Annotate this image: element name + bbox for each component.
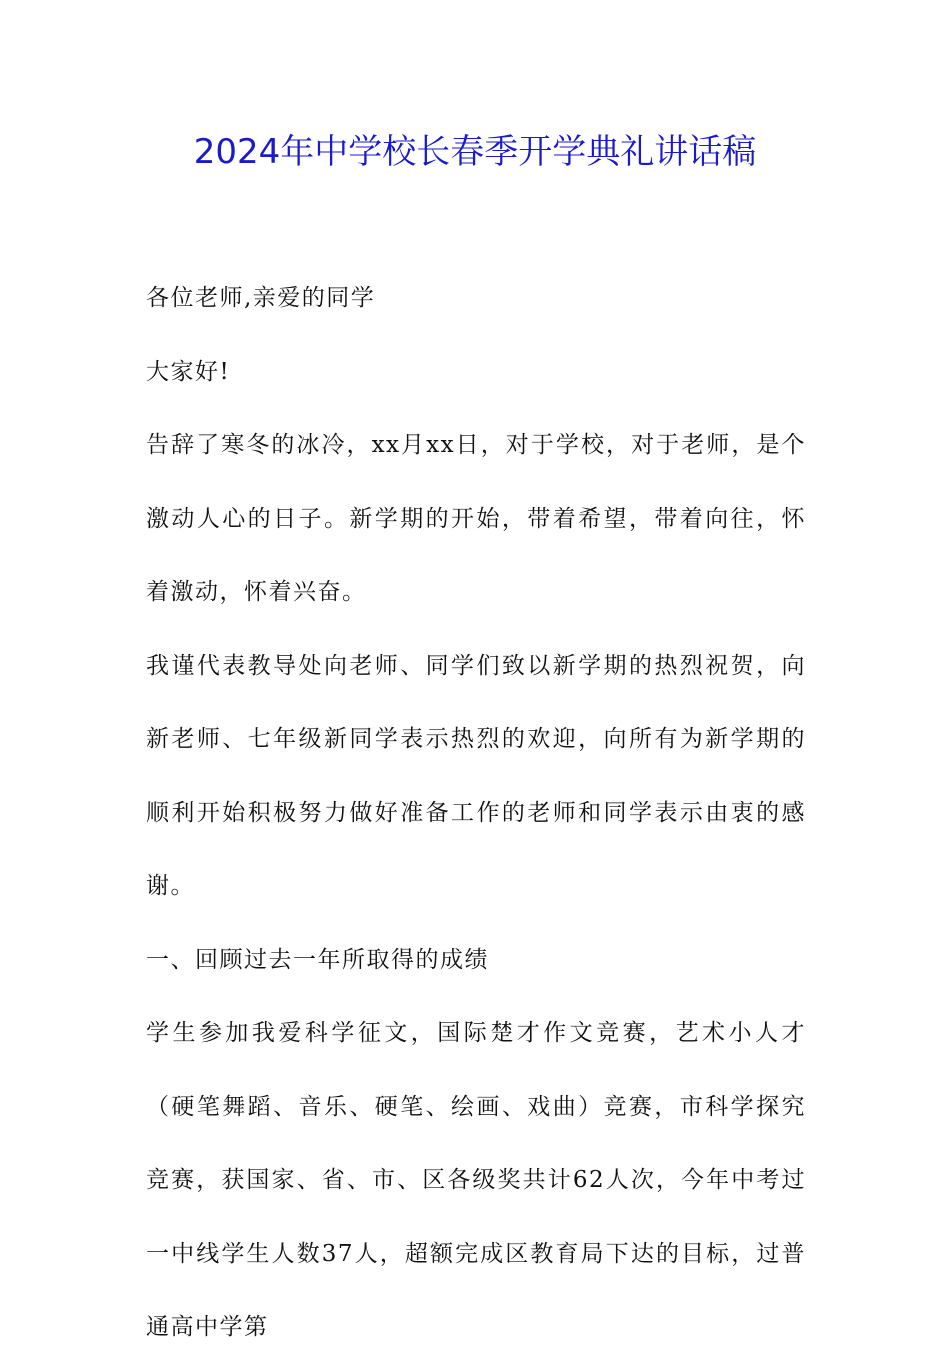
salutation: 各位老师,亲爱的同学 bbox=[146, 285, 376, 311]
greeting: 大家好! bbox=[146, 358, 231, 385]
section-heading: 一、回顾过去一年所取得的成绩 bbox=[146, 946, 489, 973]
document-body bbox=[146, 262, 806, 1365]
paragraph-achievements: 学生参加我爱科学征文，国际楚才作文竞赛，艺术小人才（硬笔舞蹈、音乐、硬笔、绘画、戏曲）竞赛，市科学探究竞赛，获国家、省、市、区各级奖共计62人次，今年中考过一中线学生人数37人，超额完成区教育局下达的目标，过普通高中学第 bbox=[146, 1020, 806, 1340]
paragraph-opening: 告辞了寒冬的冰冷，xx月xx日，对于学校，对于老师，是个激动人心的日子。新学期的开始，带着希望，带着向往，怀着激动，怀着兴奋。 bbox=[146, 432, 806, 605]
paragraph-thanks: 我谨代表教导处向老师、同学们致以新学期的热烈祝贺，向新老师、七年级新同学表示热烈的欢迎，向所有为新学期的顺利开始积极努力做好准备工作的老师和同学表示由衷的感谢。 bbox=[146, 652, 806, 899]
document-title: 2024年中学校长春季开学典礼讲话稿 bbox=[193, 132, 757, 172]
